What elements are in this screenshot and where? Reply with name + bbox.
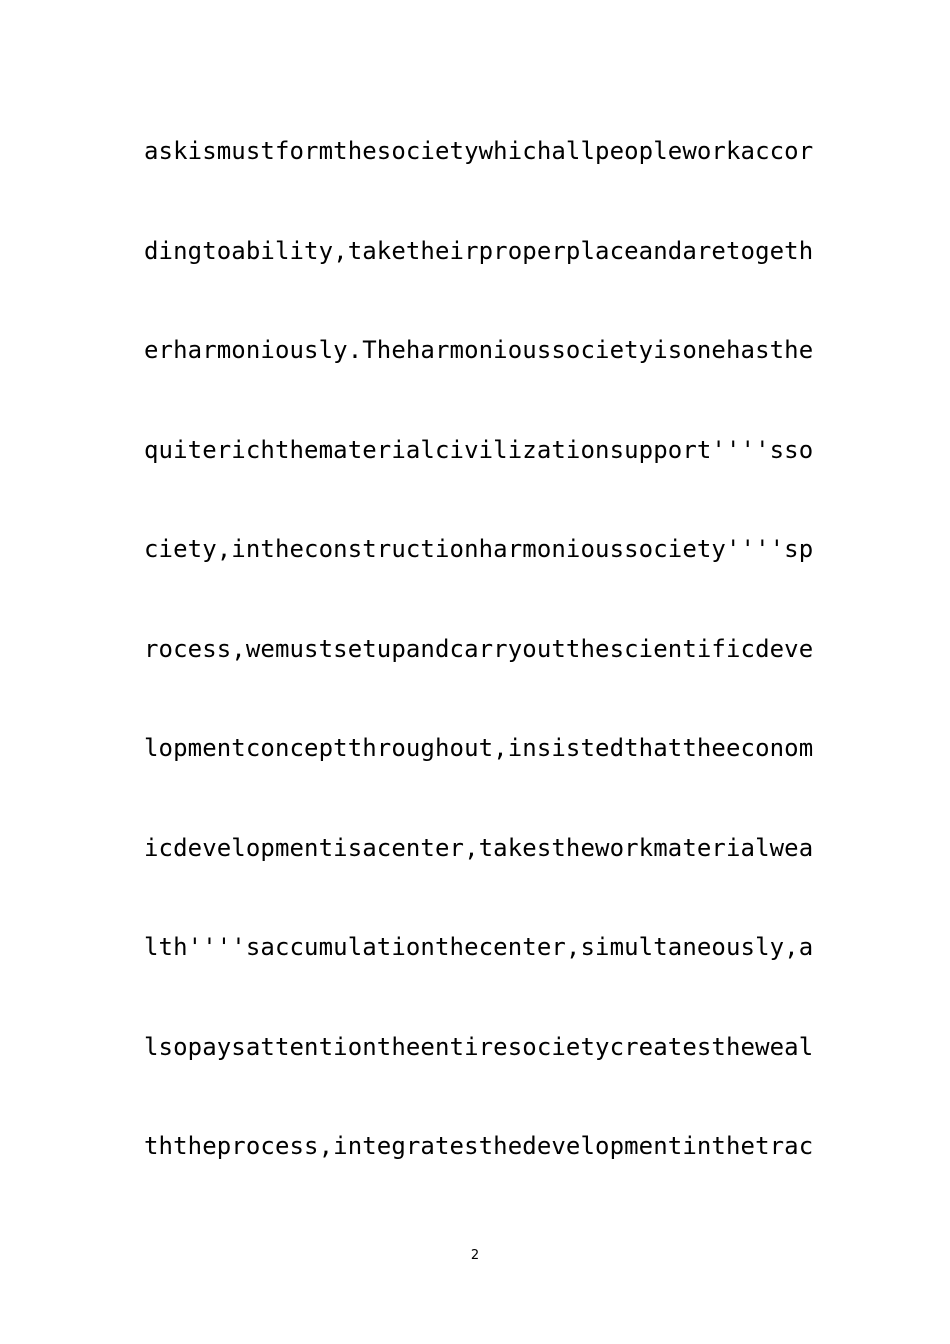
text-line: ciety,intheconstructionharmonioussociety''''sp xyxy=(144,535,814,563)
text-line: quiterichthematerialcivilizationsupport''''sso xyxy=(144,435,814,464)
text-line: rocess,wemustsetupandcarryoutthescientificdeve xyxy=(144,634,814,663)
text-line: lsopaysattentiontheentiresocietycreatestheweal xyxy=(144,1032,814,1061)
text-line: lth''''saccumulationthecenter,simultaneously,a xyxy=(144,933,814,961)
text-line: ththeprocess,integratesthedevelopmentinthetrac xyxy=(144,1132,814,1160)
text-line: lopmentconceptthroughout,insistedthattheeconom xyxy=(144,734,814,762)
text-line: erharmoniously.Theharmonioussocietyisonehasthe xyxy=(144,336,814,364)
text-line: dingtoability,taketheirproperplaceandaretogeth xyxy=(144,236,814,265)
text-line: icdevelopmentisacenter,takestheworkmaterialwea xyxy=(144,833,814,862)
text-line: askismustformthesocietywhichallpeopleworkaccor xyxy=(144,137,814,165)
body-text xyxy=(144,133,824,1228)
page-number: 2 xyxy=(470,1248,480,1263)
